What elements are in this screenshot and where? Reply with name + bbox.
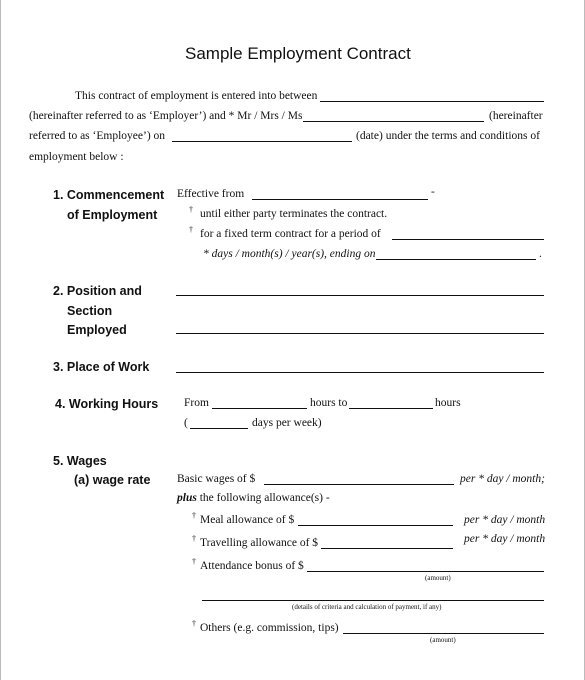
option-fixed-term: for a fixed term contract for a period of (200, 228, 381, 240)
allowances-label: the following allowance(s) - (199, 492, 330, 504)
plus-label: plus (177, 492, 197, 504)
basic-wages-label: Basic wages of $ (177, 473, 256, 485)
dagger-icon: † (192, 619, 196, 628)
attendance-bonus-label: Attendance bonus of $ (200, 560, 304, 572)
travel-allowance-field[interactable] (321, 548, 453, 549)
amount-caption: (amount) (425, 574, 451, 582)
dagger-icon: † (189, 205, 193, 214)
criteria-caption: (details of criteria and calculation of payment, if any) (292, 603, 442, 611)
ending-on-field[interactable] (376, 259, 536, 260)
hours-label: hours (435, 397, 461, 409)
end-hours-field[interactable] (349, 408, 433, 409)
amount-caption: (amount) (430, 636, 456, 644)
dagger-icon: † (192, 557, 196, 566)
basic-wages-unit: per * day / month; (460, 473, 545, 485)
section-2-heading-line-3: Employed (67, 323, 127, 337)
start-hours-field[interactable] (212, 408, 307, 409)
section-2-heading-line-2: Section (67, 304, 113, 318)
section-2-heading: 2. Position and (53, 284, 142, 298)
employee-name-field[interactable] (303, 121, 484, 122)
days-per-week-label: days per week) (252, 417, 322, 429)
from-label: From (184, 397, 209, 409)
days-open-paren: ( (184, 417, 188, 429)
dagger-icon: † (192, 511, 196, 520)
others-field[interactable] (343, 633, 544, 634)
section-employed-field[interactable] (176, 333, 544, 334)
position-field[interactable] (176, 295, 544, 296)
intro-line-2: (hereinafter referred to as ‘Employer’) and * Mr / Mrs / Ms (29, 110, 303, 122)
page-title: Sample Employment Contract (185, 44, 411, 63)
basic-wages-field[interactable] (264, 484, 454, 485)
meal-allowance-label: Meal allowance of $ (200, 514, 295, 526)
ending-on-label: * days / month(s) / year(s), ending on (203, 248, 376, 260)
attendance-criteria-field[interactable] (202, 600, 544, 601)
dagger-icon: † (192, 534, 196, 543)
attendance-bonus-field[interactable] (307, 571, 544, 572)
option-until-terminated: until either party terminates the contract. (200, 208, 388, 220)
travel-allowance-label: Travelling allowance of $ (200, 537, 319, 549)
intro-line-1: This contract of employment is entered into between (75, 90, 318, 102)
meal-allowance-field[interactable] (298, 525, 453, 526)
fixed-term-period-field[interactable] (392, 239, 544, 240)
effective-from-dash: - (431, 186, 435, 198)
effective-from-label: Effective from (177, 188, 245, 200)
dagger-icon: † (189, 225, 193, 234)
page-border-left (0, 0, 1, 680)
place-of-work-field[interactable] (176, 372, 544, 373)
employer-name-field[interactable] (320, 101, 544, 102)
section-1-heading-line-2: of Employment (67, 208, 158, 222)
days-per-week-field[interactable] (190, 428, 248, 429)
ending-on-period: . (539, 248, 542, 260)
section-5-heading: 5. Wages (53, 454, 107, 468)
travel-allowance-unit: per * day / month (464, 533, 546, 545)
section-3-heading: 3. Place of Work (53, 360, 150, 374)
section-1-heading: 1. Commencement (53, 188, 165, 202)
intro-line-3-end: (date) under the terms and conditions of (356, 130, 540, 142)
intro-line-3: referred to as ‘Employee’) on (29, 130, 166, 142)
intro-line-2-end: (hereinafter (489, 110, 543, 122)
intro-line-4: employment below : (29, 151, 124, 163)
wage-rate-subheading: (a) wage rate (74, 473, 151, 487)
meal-allowance-unit: per * day / month (464, 514, 546, 526)
others-label: Others (e.g. commission, tips) (200, 622, 339, 634)
effective-from-field[interactable] (252, 199, 428, 200)
contract-date-field[interactable] (172, 141, 352, 142)
section-4-heading: 4. Working Hours (55, 397, 159, 411)
hours-to-label: hours to (310, 397, 348, 409)
